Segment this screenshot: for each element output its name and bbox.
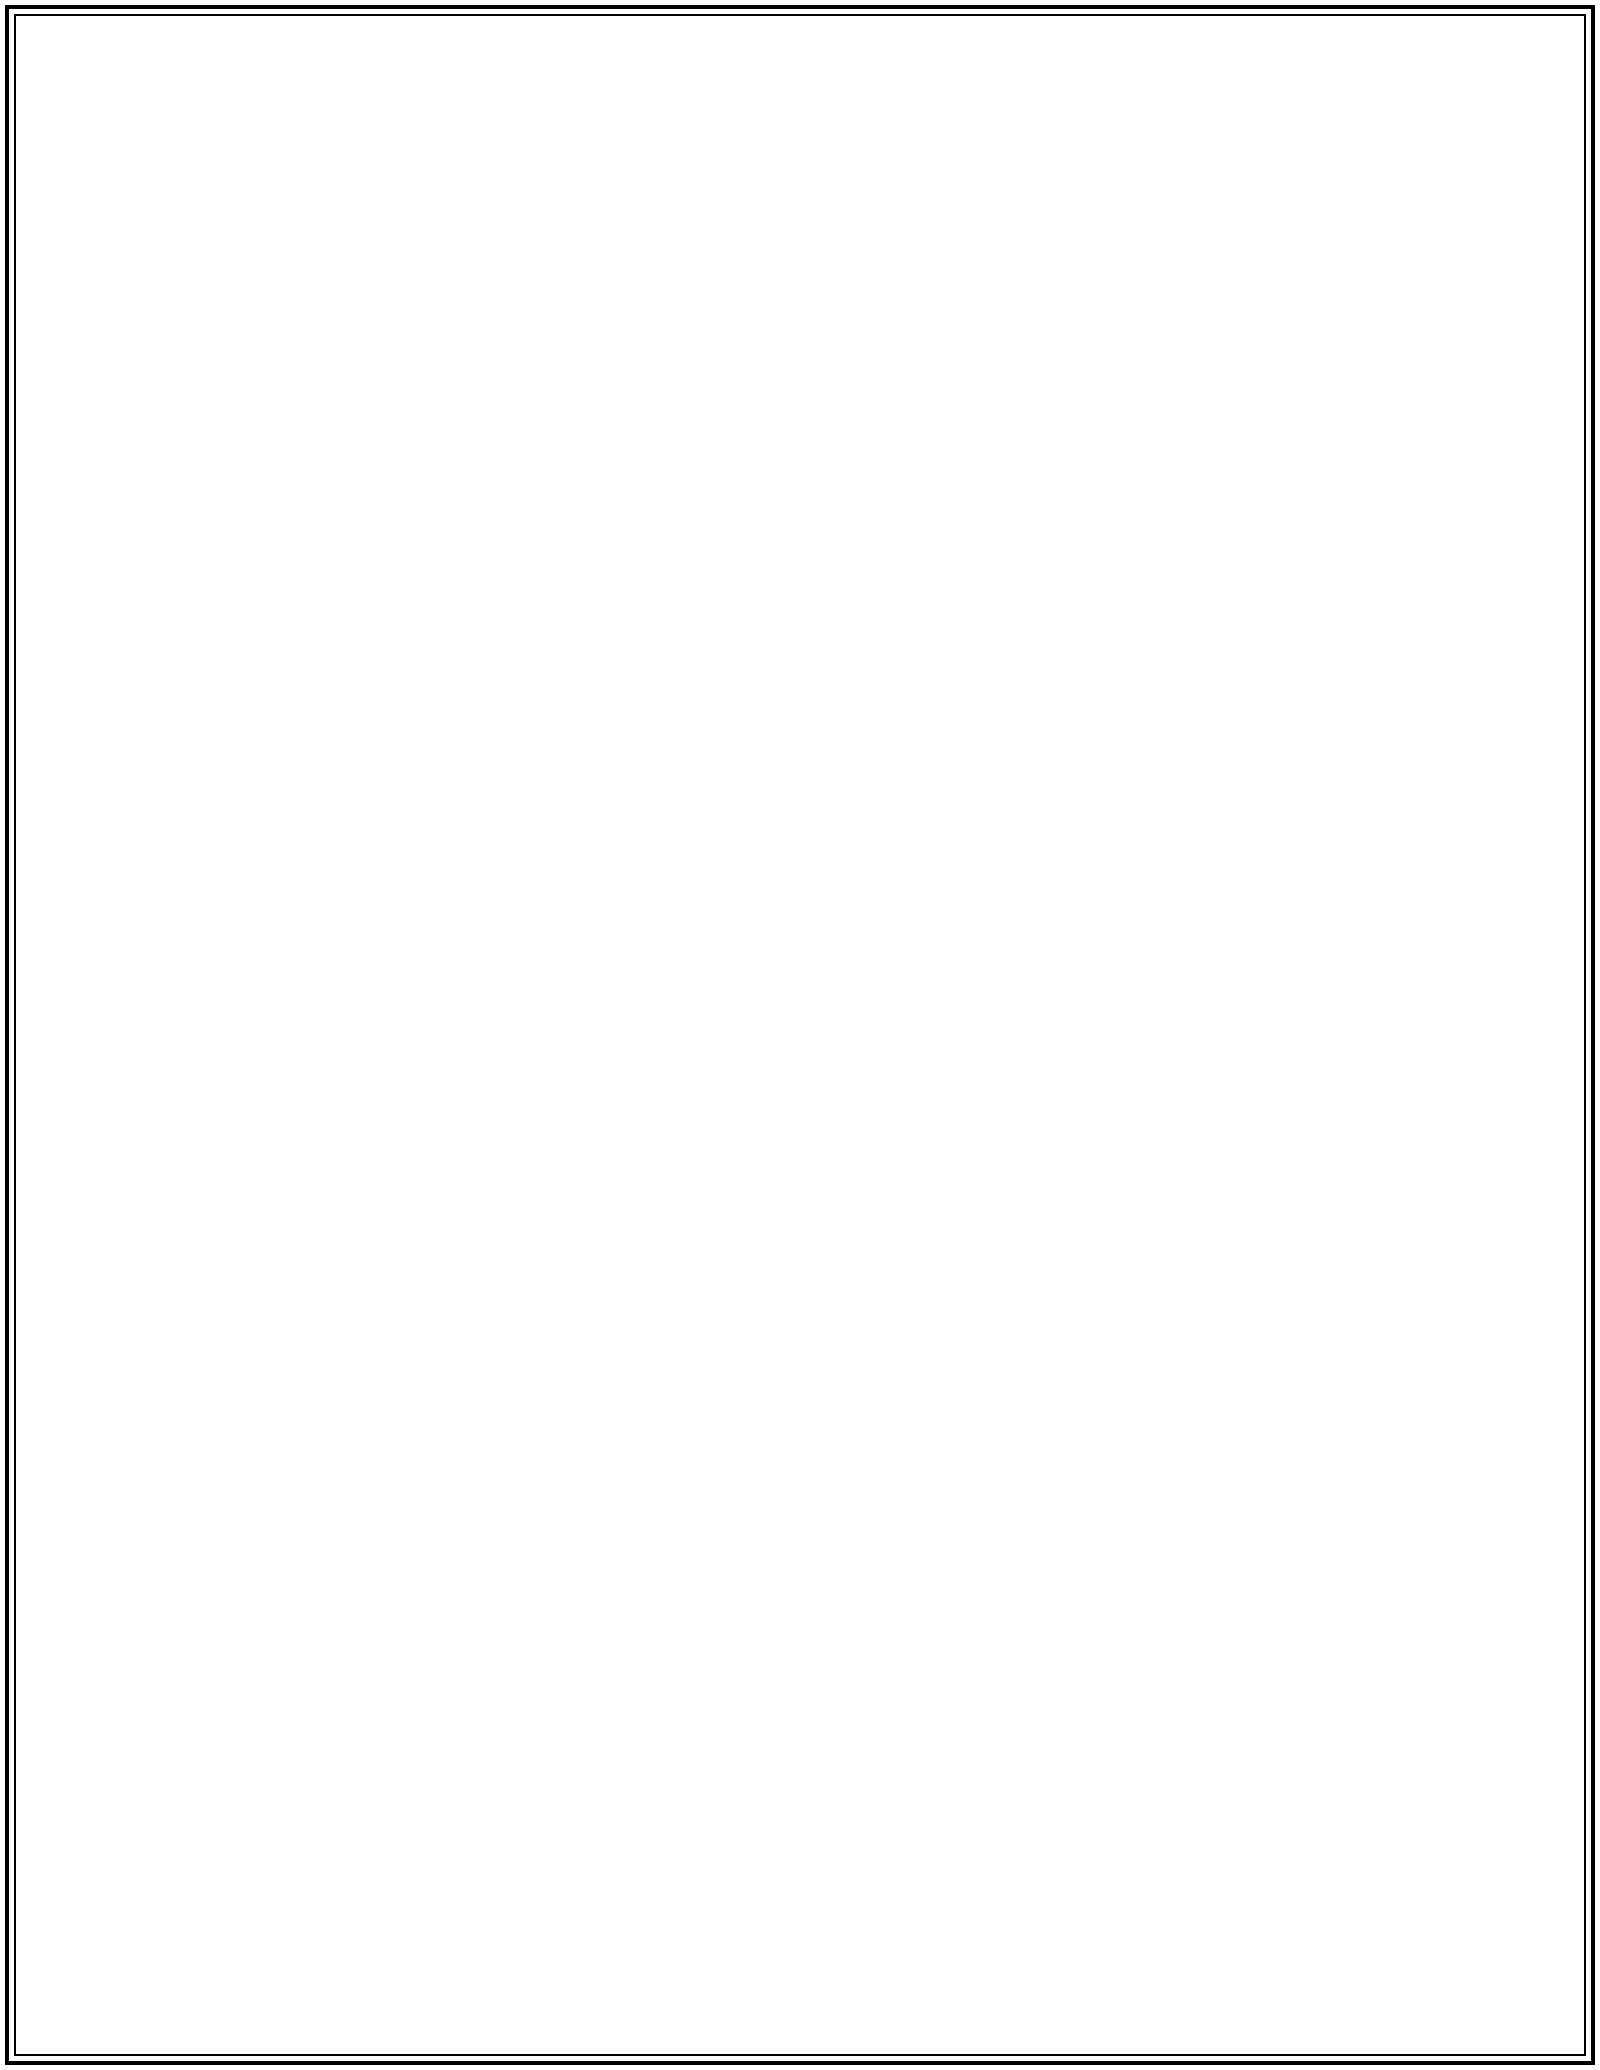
paragraph-gap	[236, 186, 1376, 235]
document-body	[236, 186, 1376, 235]
page-border-inner	[14, 14, 1586, 2056]
